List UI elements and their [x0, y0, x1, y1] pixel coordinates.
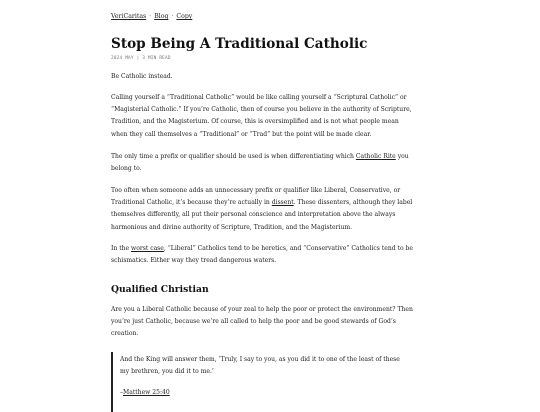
- paragraph-line: you’re just Catholic, because we’re all called to help the poor and be good stewards of God’s: [111, 318, 396, 326]
- section-heading: Qualified Christian: [111, 284, 209, 295]
- blog-link[interactable]: Blog: [154, 13, 169, 20]
- text: . These dissenters, although they label: [293, 199, 413, 207]
- paragraph-line: schismatics. Either way they tread dangerous waters.: [111, 257, 277, 265]
- text: you: [395, 153, 409, 160]
- copy-link[interactable]: Copy: [176, 13, 193, 20]
- quote-line: And the King will answer them, ‘Truly, I say to you, as you did it to one of the least of these: [120, 356, 400, 363]
- paragraph-2: [111, 151, 431, 175]
- nav-separator: ·: [149, 13, 152, 20]
- article-meta: 2024 MAY | 3 MIN READ: [111, 56, 171, 61]
- scripture-blockquote: [111, 352, 433, 412]
- site-home-link[interactable]: VeriCaritas: [111, 13, 147, 20]
- paragraph-line: [111, 197, 431, 209]
- paragraph-line: Calling yourself a “Traditional Catholic” would be like calling yourself a “Scriptural Catholic” or: [111, 94, 407, 101]
- site-nav: [111, 13, 431, 21]
- paragraph-line: [111, 151, 431, 163]
- article-title: Stop Being A Traditional Catholic: [111, 36, 368, 52]
- text: Traditional Catholic, it’s because they’re actually in: [111, 199, 272, 207]
- matthew-citation-link[interactable]: Matthew 25:40: [123, 389, 170, 396]
- paragraph-line: [111, 243, 431, 255]
- paragraph-line: “Magisterial Catholic.” If you’re Catholic, then of course you believe in the authority of Scripture,: [111, 106, 412, 114]
- text: In the: [111, 245, 132, 252]
- text: , “Liberal” Catholics tend to be heretics, and “Conservative” Catholics tend to be: [163, 245, 413, 252]
- quote-text: [120, 354, 400, 378]
- paragraph-1: [111, 92, 431, 141]
- nav-separator: ·: [171, 13, 174, 20]
- paragraph-line: Are you a Liberal Catholic because of your zeal to help the poor or protect the environment? Then: [111, 306, 413, 313]
- quote-line: my brethren, you did it to me.’: [120, 368, 214, 376]
- text: The only time a prefix or qualifier should be used is when differentiating which: [111, 153, 356, 160]
- catholic-rite-link[interactable]: Catholic Rite: [355, 153, 396, 160]
- paragraph-line: creation.: [111, 330, 139, 338]
- paragraph-line: Too often when someone adds an unnecessary prefix or qualifier like Liberal, Conservative, or: [111, 187, 401, 194]
- paragraph-line: when they call themselves a “Traditional” or “Trad” but the point will be made clear.: [111, 130, 372, 138]
- paragraph-5: [111, 304, 431, 341]
- paragraph-line: themselves differently, all put their personal conscience and interpretation above the always: [111, 211, 396, 219]
- paragraph-line: harmonious and divine authority of Scripture, Tradition, and the Magisterium.: [111, 223, 352, 231]
- paragraph-line: Tradition, and the Magisterium. Of course, this is oversimplified and is not what people mean: [111, 118, 399, 126]
- paragraph-line: belong to.: [111, 165, 142, 173]
- lead-paragraph: Be Catholic instead.: [111, 73, 173, 80]
- dissent-link[interactable]: dissent: [271, 199, 294, 207]
- worst-case-link[interactable]: worst case: [131, 245, 164, 252]
- paragraph-4: [111, 243, 431, 267]
- paragraph-3: [111, 185, 431, 234]
- citation-dash: –: [120, 389, 124, 396]
- quote-citation: [120, 387, 170, 399]
